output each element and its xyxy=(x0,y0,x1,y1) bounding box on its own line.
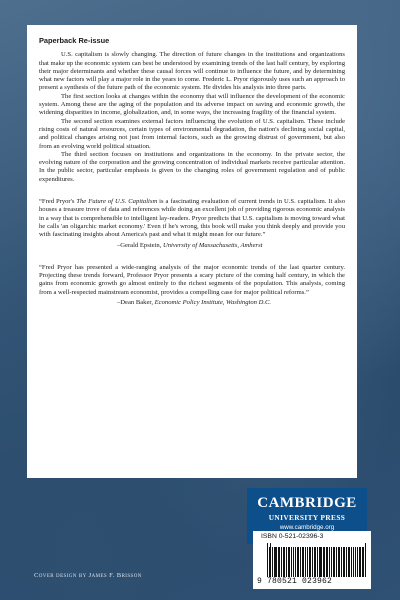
barcode-bar xyxy=(267,543,268,577)
endorsement-attribution-epstein: –Gerald Epstein, University of Massachusetts, Amherst xyxy=(117,241,263,249)
barcode-bar xyxy=(284,547,285,577)
barcode-bar xyxy=(307,547,308,577)
barcode-bar xyxy=(275,547,276,577)
barcode-bar xyxy=(286,547,287,577)
barcode-bar xyxy=(281,547,282,577)
isbn-label: ISBN 0-521-02396-3 xyxy=(261,533,324,540)
barcode-bar xyxy=(355,547,356,577)
barcode-bar xyxy=(353,547,354,577)
summary-paragraph-4: The third section focuses on institutions and organizations in the economy. In the private sector, the evolving nature of the corporation and the growing concentration of individual markets receive particular attention. In the public sector, particular emphasis is given to the changing roles of government regulation and of public expenditures. xyxy=(39,150,345,183)
book-title: The Future of U.S. Capitalism xyxy=(76,198,158,206)
isbn-barcode xyxy=(253,531,371,589)
summary-paragraph-2: The first section looks at changes within the economy that will influence the development of the economic system. Among these are the aging of the population and its adverse impact on saving and economic growth, the widening disparities in income, globalization, and, in some ways, the increasing fragility of the financial system. xyxy=(39,92,345,117)
barcode-bar xyxy=(360,547,361,577)
barcode-bar xyxy=(365,543,366,577)
barcode-bar xyxy=(324,547,325,577)
barcode-bar xyxy=(336,547,337,577)
summary-paragraph-3: The second section examines external factors influencing the evolution of U.S. capitalism. These include rising costs of natural resources, certain types of environmental degradation, the nation's declining social capital, and political changes arising not just from internal factors, such as the growing distrust of government, but also from an evolving world political situation. xyxy=(39,117,345,150)
endorsement-quote-baker: “Fred Pryor has presented a wide-ranging analysis of the major economic trends of the last quarter century. Projecting these trends forward, Professor Pryor presents a scary picture of the coming half century, in which the gains from economic growth go almost entirely to the richest segments of the population. This analysis, coming from a well-respected mainstream economist, provides a compelling case for major political reforms.” xyxy=(39,263,345,296)
endorsement-quote-epstein: “Fred Pryor's The Future of U.S. Capitalism is a fascinating evaluation of current trends in U.S. capitalism. It also houses a treasure trove of data and references while doing an excellent job of providing rigorous economic analysis in a way that is comprehensible to intelligent lay-readers. Pryor predicts that U.S. capitalism is moving toward what he calls 'an oligarchic market economy.' Even if he's wrong, this book will make you think deeply and provide you with fascinating insights about America's past and what it might mean for our future.” xyxy=(39,198,345,239)
barcode-bar xyxy=(344,547,345,577)
barcode-bar xyxy=(272,547,273,577)
cover-design-credit: Cover design by James F. Brisson xyxy=(34,572,142,579)
back-cover-text-panel xyxy=(27,25,357,478)
barcode-bar xyxy=(305,547,306,577)
barcode-number: 9 780521 023962 xyxy=(257,577,333,586)
barcode-bar xyxy=(312,547,313,577)
barcode-bar xyxy=(295,547,296,577)
barcode-bar xyxy=(339,547,340,577)
publisher-name: CAMBRIDGE xyxy=(257,495,357,511)
barcode-bar xyxy=(349,547,350,577)
barcode-bar xyxy=(291,547,292,577)
barcode-bars xyxy=(267,543,367,577)
barcode-bar xyxy=(329,547,330,577)
publisher-subtitle: UNIVERSITY PRESS xyxy=(268,513,346,522)
barcode-bar xyxy=(300,547,301,577)
summary-paragraph-1: U.S. capitalism is slowly changing. The direction of future changes in the institutions and organizations that make up the economic system can best be understood by examining trends of the last half century, by exploring their major determinants and whether these causal forces will continue to influence the future, and by determining what new factors will play a major role in the years to come. Frederic L. Pryor rigorously uses such an approach to present a synthesis of the future path of the economic system. He divides his analysis into three parts. xyxy=(39,51,345,92)
barcode-bar xyxy=(320,547,321,577)
publisher-url: www.cambridge.org xyxy=(279,524,335,531)
barcode-bar xyxy=(331,547,332,577)
endorsement-attribution-baker: –Dean Baker, Economic Policy Institute, Washington D.C. xyxy=(117,299,272,307)
barcode-bar xyxy=(315,547,316,577)
reissue-heading: Paperback Re-issue xyxy=(39,36,110,45)
